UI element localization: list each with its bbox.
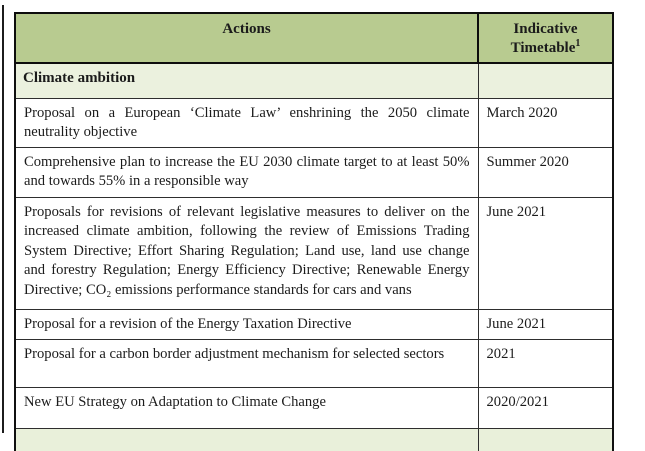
column-header-timetable-label: Indicative Timetable: [510, 21, 578, 56]
table-row: [15, 197, 613, 309]
timetable-cell: 2020/2021: [478, 387, 613, 428]
table-header-row: [15, 13, 613, 63]
section-title: Climate ambition: [15, 63, 478, 98]
revision-change-bar: [2, 5, 4, 433]
timetable-cell: 2021: [478, 339, 613, 387]
partial-cell: [15, 428, 478, 451]
timetable-cell: March 2020: [478, 98, 613, 147]
action-cell: Proposals for revisions of relevant legislative measures to deliver on the increased climate ambition, following the review of Emissions Trading System Directive; Effort Sharing Regulation; Land use, land use change and forestry Regulation; Energy Efficiency Directive; Renewable Energy Directive; CO₂ emissions performance standards for cars and vans: [15, 197, 478, 309]
timetable-cell: Summer 2020: [478, 147, 613, 197]
action-cell: Proposal for a revision of the Energy Taxation Directive: [15, 309, 478, 339]
partial-cell: [478, 428, 613, 451]
action-cell: Proposal on a European ‘Climate Law’ enshrining the 2050 climate neutrality objective: [15, 98, 478, 147]
column-header-actions: Actions: [15, 13, 478, 63]
timetable-cell: June 2021: [478, 309, 613, 339]
action-cell: Proposal for a carbon border adjustment mechanism for selected sectors: [15, 339, 478, 387]
action-cell: New EU Strategy on Adaptation to Climate Change: [15, 387, 478, 428]
action-cell: Comprehensive plan to increase the EU 2030 climate target to at least 50% and towards 55% in a responsible way: [15, 147, 478, 197]
column-header-indicative-timetable: [478, 13, 613, 63]
partially-visible-next-row: [15, 428, 613, 451]
table-row: [15, 98, 613, 147]
section-row-climate-ambition: [15, 63, 613, 98]
actions-timetable-table: [14, 12, 614, 451]
table-row: [15, 339, 613, 387]
table-row: [15, 309, 613, 339]
timetable-cell: June 2021: [478, 197, 613, 309]
footnote-marker: 1: [575, 37, 581, 49]
section-timetable-cell: [478, 63, 613, 98]
table-row: [15, 147, 613, 197]
table-row: [15, 387, 613, 428]
